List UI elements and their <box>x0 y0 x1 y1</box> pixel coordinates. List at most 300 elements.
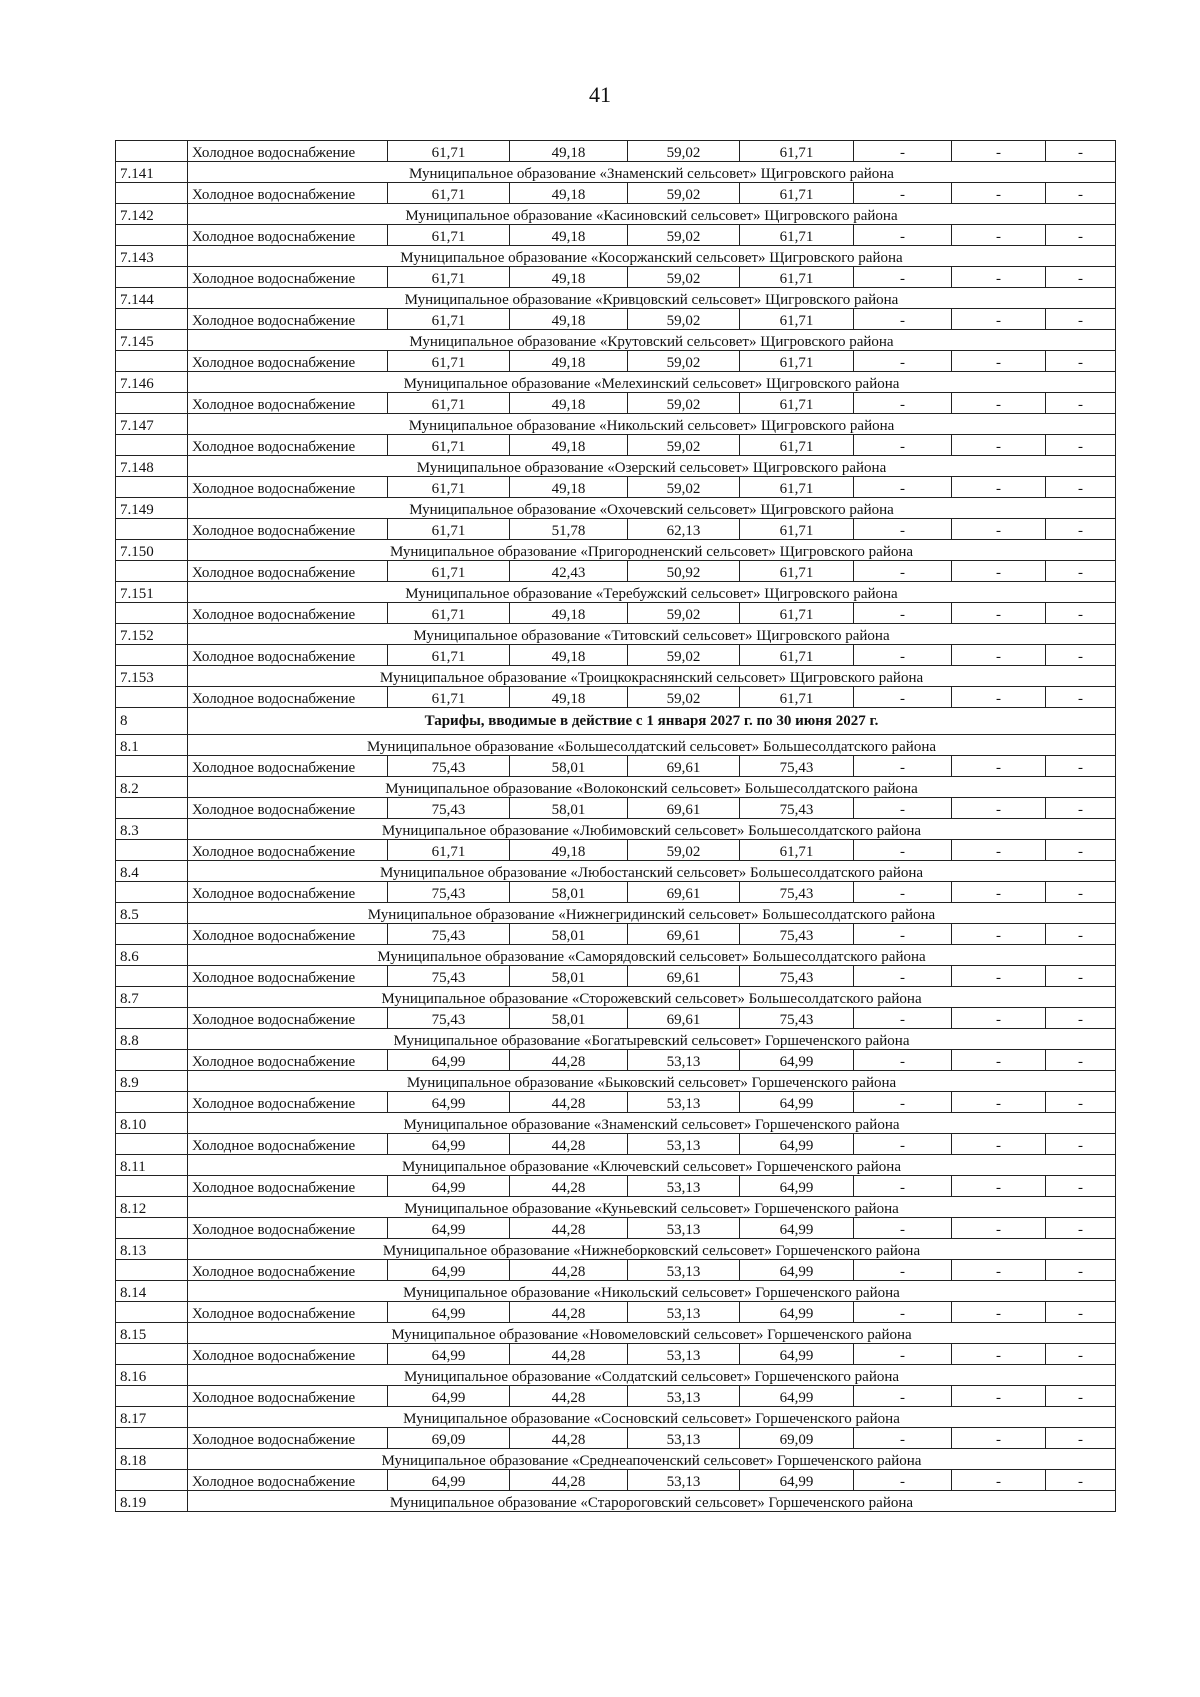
value-cell: - <box>1046 924 1116 945</box>
value-cell: 59,02 <box>628 435 740 456</box>
tariff-table <box>115 140 1116 1512</box>
value-cell: 64,99 <box>388 1092 510 1113</box>
municipality-row <box>116 204 1116 225</box>
row-number: 8.6 <box>116 945 188 966</box>
value-cell: - <box>952 561 1046 582</box>
municipality-name: Муниципальное образование «Косоржанский сельсовет» Щигровского района <box>188 246 1116 267</box>
value-cell: 49,18 <box>510 435 628 456</box>
municipality-row <box>116 1155 1116 1176</box>
value-cell: - <box>854 798 952 819</box>
service-cell: Холодное водоснабжение <box>188 393 388 414</box>
municipality-name: Муниципальное образование «Озерский сельсовет» Щигровского района <box>188 456 1116 477</box>
value-cell: 61,71 <box>740 603 854 624</box>
municipality-row <box>116 498 1116 519</box>
service-cell: Холодное водоснабжение <box>188 435 388 456</box>
value-cell: - <box>1046 798 1116 819</box>
value-cell: 61,71 <box>388 183 510 204</box>
value-cell: - <box>952 1302 1046 1323</box>
municipality-row <box>116 777 1116 798</box>
service-cell: Холодное водоснабжение <box>188 183 388 204</box>
value-cell: - <box>854 309 952 330</box>
municipality-name: Муниципальное образование «Знаменский сельсовет» Щигровского района <box>188 162 1116 183</box>
value-cell: - <box>854 924 952 945</box>
value-cell: 61,71 <box>740 183 854 204</box>
municipality-name: Муниципальное образование «Сторожевский сельсовет» Большесолдатского района <box>188 987 1116 1008</box>
service-row <box>116 1260 1116 1281</box>
value-cell: - <box>854 267 952 288</box>
municipality-name: Муниципальное образование «Куньевский сельсовет» Горшеченского района <box>188 1197 1116 1218</box>
municipality-name: Муниципальное образование «Ключевский сельсовет» Горшеченского района <box>188 1155 1116 1176</box>
value-cell: - <box>1046 393 1116 414</box>
value-cell: 64,99 <box>740 1050 854 1071</box>
value-cell: 49,18 <box>510 840 628 861</box>
value-cell: 51,78 <box>510 519 628 540</box>
service-row <box>116 183 1116 204</box>
value-cell: 64,99 <box>740 1092 854 1113</box>
service-row <box>116 1050 1116 1071</box>
municipality-row <box>116 1407 1116 1428</box>
service-row <box>116 1134 1116 1155</box>
value-cell: 53,13 <box>628 1344 740 1365</box>
value-cell: 61,71 <box>388 519 510 540</box>
value-cell: 61,71 <box>740 225 854 246</box>
service-cell: Холодное водоснабжение <box>188 1260 388 1281</box>
row-number-cell <box>116 519 188 540</box>
municipality-name: Муниципальное образование «Мелехинский сельсовет» Щигровского района <box>188 372 1116 393</box>
row-number-cell <box>116 225 188 246</box>
value-cell: - <box>1046 1092 1116 1113</box>
service-row <box>116 141 1116 162</box>
service-cell: Холодное водоснабжение <box>188 798 388 819</box>
value-cell: - <box>952 1008 1046 1029</box>
value-cell: 61,71 <box>740 519 854 540</box>
value-cell: 61,71 <box>388 141 510 162</box>
service-cell: Холодное водоснабжение <box>188 1092 388 1113</box>
value-cell: - <box>854 1050 952 1071</box>
value-cell: 53,13 <box>628 1050 740 1071</box>
row-number: 7.153 <box>116 666 188 687</box>
value-cell: - <box>854 603 952 624</box>
service-row <box>116 645 1116 666</box>
municipality-name: Муниципальное образование «Кривцовский сельсовет» Щигровского района <box>188 288 1116 309</box>
value-cell: 61,71 <box>388 645 510 666</box>
row-number-cell <box>116 1386 188 1407</box>
value-cell: - <box>1046 1218 1116 1239</box>
value-cell: 59,02 <box>628 477 740 498</box>
value-cell: 58,01 <box>510 882 628 903</box>
value-cell: 64,99 <box>740 1218 854 1239</box>
section-number: 8 <box>116 708 188 735</box>
value-cell: - <box>854 1386 952 1407</box>
value-cell: - <box>952 1260 1046 1281</box>
municipality-row <box>116 903 1116 924</box>
row-number-cell <box>116 561 188 582</box>
value-cell: 53,13 <box>628 1302 740 1323</box>
value-cell: - <box>952 756 1046 777</box>
value-cell: 44,28 <box>510 1344 628 1365</box>
value-cell: 53,13 <box>628 1260 740 1281</box>
value-cell: 61,71 <box>740 687 854 708</box>
row-number-cell <box>116 687 188 708</box>
value-cell: - <box>952 519 1046 540</box>
row-number: 8.5 <box>116 903 188 924</box>
row-number: 7.143 <box>116 246 188 267</box>
service-row <box>116 1344 1116 1365</box>
row-number-cell <box>116 1344 188 1365</box>
row-number-cell <box>116 1176 188 1197</box>
service-cell: Холодное водоснабжение <box>188 1134 388 1155</box>
value-cell: 75,43 <box>388 924 510 945</box>
value-cell: - <box>854 840 952 861</box>
value-cell: 59,02 <box>628 225 740 246</box>
municipality-name: Муниципальное образование «Крутовский сельсовет» Щигровского района <box>188 330 1116 351</box>
value-cell: - <box>854 1008 952 1029</box>
service-row <box>116 840 1116 861</box>
value-cell: - <box>854 351 952 372</box>
value-cell: 49,18 <box>510 687 628 708</box>
service-cell: Холодное водоснабжение <box>188 645 388 666</box>
value-cell: 44,28 <box>510 1176 628 1197</box>
value-cell: 53,13 <box>628 1470 740 1491</box>
municipality-name: Муниципальное образование «Троицкокраснянский сельсовет» Щигровского района <box>188 666 1116 687</box>
value-cell: - <box>952 393 1046 414</box>
municipality-name: Муниципальное образование «Большесолдатский сельсовет» Большесолдатского района <box>188 735 1116 756</box>
row-number: 8.7 <box>116 987 188 1008</box>
municipality-row <box>116 540 1116 561</box>
value-cell: 75,43 <box>740 798 854 819</box>
value-cell: 61,71 <box>740 840 854 861</box>
municipality-name: Муниципальное образование «Титовский сельсовет» Щигровского района <box>188 624 1116 645</box>
municipality-name: Муниципальное образование «Нижнеборковский сельсовет» Горшеченского района <box>188 1239 1116 1260</box>
service-cell: Холодное водоснабжение <box>188 687 388 708</box>
value-cell: 44,28 <box>510 1428 628 1449</box>
value-cell: 49,18 <box>510 603 628 624</box>
value-cell: 44,28 <box>510 1134 628 1155</box>
value-cell: 75,43 <box>388 882 510 903</box>
service-cell: Холодное водоснабжение <box>188 924 388 945</box>
value-cell: 58,01 <box>510 924 628 945</box>
row-number-cell <box>116 645 188 666</box>
row-number: 7.145 <box>116 330 188 351</box>
value-cell: - <box>952 1428 1046 1449</box>
value-cell: - <box>952 309 1046 330</box>
row-number: 7.146 <box>116 372 188 393</box>
value-cell: 64,99 <box>740 1302 854 1323</box>
value-cell: 59,02 <box>628 183 740 204</box>
value-cell: 49,18 <box>510 645 628 666</box>
service-cell: Холодное водоснабжение <box>188 267 388 288</box>
value-cell: - <box>1046 309 1116 330</box>
value-cell: 61,71 <box>740 141 854 162</box>
value-cell: 49,18 <box>510 393 628 414</box>
value-cell: 75,43 <box>388 798 510 819</box>
value-cell: 42,43 <box>510 561 628 582</box>
value-cell: - <box>854 1092 952 1113</box>
value-cell: 61,71 <box>740 435 854 456</box>
value-cell: 49,18 <box>510 477 628 498</box>
value-cell: - <box>1046 435 1116 456</box>
row-number-cell <box>116 141 188 162</box>
value-cell: - <box>1046 1302 1116 1323</box>
value-cell: - <box>952 1386 1046 1407</box>
value-cell: 64,99 <box>740 1470 854 1491</box>
value-cell: 59,02 <box>628 309 740 330</box>
value-cell: 62,13 <box>628 519 740 540</box>
value-cell: - <box>854 966 952 987</box>
value-cell: - <box>1046 519 1116 540</box>
value-cell: 69,09 <box>388 1428 510 1449</box>
service-row <box>116 1092 1116 1113</box>
row-number: 8.14 <box>116 1281 188 1302</box>
row-number: 8.2 <box>116 777 188 798</box>
service-row <box>116 882 1116 903</box>
value-cell: - <box>854 183 952 204</box>
value-cell: 64,99 <box>388 1344 510 1365</box>
value-cell: 44,28 <box>510 1470 628 1491</box>
value-cell: 69,61 <box>628 966 740 987</box>
value-cell: 75,43 <box>388 966 510 987</box>
row-number-cell <box>116 1050 188 1071</box>
value-cell: 49,18 <box>510 183 628 204</box>
value-cell: - <box>1046 1176 1116 1197</box>
value-cell: - <box>952 435 1046 456</box>
service-row <box>116 1428 1116 1449</box>
municipality-row <box>116 246 1116 267</box>
municipality-row <box>116 1071 1116 1092</box>
value-cell: - <box>854 1470 952 1491</box>
row-number: 8.10 <box>116 1113 188 1134</box>
service-row <box>116 351 1116 372</box>
value-cell: - <box>952 267 1046 288</box>
value-cell: - <box>952 225 1046 246</box>
value-cell: 61,71 <box>388 393 510 414</box>
row-number: 7.142 <box>116 204 188 225</box>
value-cell: 61,71 <box>388 267 510 288</box>
value-cell: - <box>854 882 952 903</box>
service-cell: Холодное водоснабжение <box>188 225 388 246</box>
value-cell: - <box>1046 603 1116 624</box>
value-cell: - <box>1046 840 1116 861</box>
value-cell: - <box>952 1050 1046 1071</box>
row-number: 7.152 <box>116 624 188 645</box>
value-cell: - <box>1046 1386 1116 1407</box>
value-cell: 75,43 <box>388 1008 510 1029</box>
value-cell: - <box>854 1176 952 1197</box>
value-cell: 50,92 <box>628 561 740 582</box>
row-number-cell <box>116 1428 188 1449</box>
value-cell: - <box>1046 756 1116 777</box>
value-cell: 75,43 <box>740 1008 854 1029</box>
municipality-row <box>116 582 1116 603</box>
value-cell: - <box>952 840 1046 861</box>
value-cell: 53,13 <box>628 1176 740 1197</box>
municipality-row <box>116 456 1116 477</box>
row-number-cell <box>116 477 188 498</box>
value-cell: 75,43 <box>740 756 854 777</box>
municipality-name: Муниципальное образование «Никольский сельсовет» Горшеченского района <box>188 1281 1116 1302</box>
value-cell: 59,02 <box>628 687 740 708</box>
municipality-row <box>116 666 1116 687</box>
municipality-name: Муниципальное образование «Теребужский сельсовет» Щигровского района <box>188 582 1116 603</box>
municipality-name: Муниципальное образование «Быковский сельсовет» Горшеченского района <box>188 1071 1116 1092</box>
municipality-row <box>116 945 1116 966</box>
row-number-cell <box>116 1134 188 1155</box>
value-cell: - <box>854 477 952 498</box>
municipality-name: Муниципальное образование «Касиновский сельсовет» Щигровского района <box>188 204 1116 225</box>
value-cell: - <box>952 1470 1046 1491</box>
service-row <box>116 225 1116 246</box>
value-cell: - <box>952 1134 1046 1155</box>
value-cell: 75,43 <box>740 966 854 987</box>
value-cell: 49,18 <box>510 141 628 162</box>
service-row <box>116 435 1116 456</box>
value-cell: 61,71 <box>740 309 854 330</box>
value-cell: - <box>854 645 952 666</box>
value-cell: - <box>952 183 1046 204</box>
value-cell: - <box>1046 141 1116 162</box>
row-number-cell <box>116 1302 188 1323</box>
value-cell: - <box>1046 225 1116 246</box>
row-number: 7.151 <box>116 582 188 603</box>
value-cell: 59,02 <box>628 267 740 288</box>
row-number: 8.17 <box>116 1407 188 1428</box>
value-cell: 64,99 <box>388 1302 510 1323</box>
value-cell: 75,43 <box>740 924 854 945</box>
value-cell: - <box>854 1428 952 1449</box>
municipality-row <box>116 987 1116 1008</box>
row-number-cell <box>116 603 188 624</box>
service-cell: Холодное водоснабжение <box>188 309 388 330</box>
value-cell: 44,28 <box>510 1050 628 1071</box>
municipality-row <box>116 735 1116 756</box>
municipality-name: Муниципальное образование «Саморядовский сельсовет» Большесолдатского района <box>188 945 1116 966</box>
row-number-cell <box>116 840 188 861</box>
value-cell: 44,28 <box>510 1260 628 1281</box>
value-cell: - <box>854 1134 952 1155</box>
row-number-cell <box>116 924 188 945</box>
value-cell: 64,99 <box>388 1470 510 1491</box>
value-cell: - <box>952 1176 1046 1197</box>
value-cell: 49,18 <box>510 225 628 246</box>
municipality-name: Муниципальное образование «Солдатский сельсовет» Горшеченского района <box>188 1365 1116 1386</box>
municipality-name: Муниципальное образование «Знаменский сельсовет» Горшеченского района <box>188 1113 1116 1134</box>
service-cell: Холодное водоснабжение <box>188 1344 388 1365</box>
service-row <box>116 1470 1116 1491</box>
municipality-row <box>116 1239 1116 1260</box>
value-cell: - <box>854 756 952 777</box>
value-cell: 61,71 <box>388 840 510 861</box>
value-cell: - <box>1046 1344 1116 1365</box>
value-cell: 64,99 <box>388 1218 510 1239</box>
value-cell: - <box>952 966 1046 987</box>
row-number-cell <box>116 393 188 414</box>
value-cell: 59,02 <box>628 645 740 666</box>
value-cell: - <box>952 882 1046 903</box>
value-cell: - <box>952 1218 1046 1239</box>
value-cell: 69,61 <box>628 1008 740 1029</box>
municipality-row <box>116 1281 1116 1302</box>
municipality-name: Муниципальное образование «Пригородненский сельсовет» Щигровского района <box>188 540 1116 561</box>
row-number: 8.11 <box>116 1155 188 1176</box>
value-cell: 61,71 <box>388 603 510 624</box>
value-cell: - <box>952 798 1046 819</box>
value-cell: 44,28 <box>510 1302 628 1323</box>
value-cell: 61,71 <box>388 435 510 456</box>
value-cell: 49,18 <box>510 351 628 372</box>
value-cell: 69,61 <box>628 756 740 777</box>
service-cell: Холодное водоснабжение <box>188 1050 388 1071</box>
row-number: 8.12 <box>116 1197 188 1218</box>
value-cell: - <box>1046 645 1116 666</box>
value-cell: - <box>952 645 1046 666</box>
row-number: 7.141 <box>116 162 188 183</box>
value-cell: - <box>1046 966 1116 987</box>
municipality-name: Муниципальное образование «Никольский сельсовет» Щигровского района <box>188 414 1116 435</box>
value-cell: 61,71 <box>388 561 510 582</box>
value-cell: 59,02 <box>628 141 740 162</box>
row-number-cell <box>116 756 188 777</box>
municipality-row <box>116 861 1116 882</box>
row-number: 7.148 <box>116 456 188 477</box>
value-cell: 61,71 <box>740 267 854 288</box>
value-cell: - <box>1046 687 1116 708</box>
municipality-name: Муниципальное образование «Охочевский сельсовет» Щигровского района <box>188 498 1116 519</box>
row-number-cell <box>116 309 188 330</box>
municipality-name: Муниципальное образование «Старороговский сельсовет» Горшеченского района <box>188 1491 1116 1512</box>
service-row <box>116 1386 1116 1407</box>
service-row <box>116 798 1116 819</box>
value-cell: - <box>1046 1050 1116 1071</box>
value-cell: 61,71 <box>740 393 854 414</box>
row-number-cell <box>116 1092 188 1113</box>
row-number: 7.150 <box>116 540 188 561</box>
value-cell: - <box>854 1260 952 1281</box>
service-cell: Холодное водоснабжение <box>188 882 388 903</box>
value-cell: 53,13 <box>628 1218 740 1239</box>
service-row <box>116 309 1116 330</box>
municipality-row <box>116 330 1116 351</box>
row-number: 8.18 <box>116 1449 188 1470</box>
value-cell: - <box>1046 351 1116 372</box>
service-row <box>116 603 1116 624</box>
municipality-name: Муниципальное образование «Волоконский сельсовет» Большесолдатского района <box>188 777 1116 798</box>
service-cell: Холодное водоснабжение <box>188 1386 388 1407</box>
row-number-cell <box>116 1008 188 1029</box>
value-cell: 61,71 <box>740 351 854 372</box>
value-cell: 58,01 <box>510 1008 628 1029</box>
tariff-table-body <box>116 141 1116 1512</box>
row-number: 8.15 <box>116 1323 188 1344</box>
service-row <box>116 561 1116 582</box>
service-cell: Холодное водоснабжение <box>188 966 388 987</box>
value-cell: 58,01 <box>510 966 628 987</box>
row-number: 7.144 <box>116 288 188 309</box>
row-number-cell <box>116 882 188 903</box>
municipality-row <box>116 162 1116 183</box>
row-number: 8.1 <box>116 735 188 756</box>
service-row <box>116 687 1116 708</box>
municipality-name: Муниципальное образование «Нижнегридинский сельсовет» Большесолдатского района <box>188 903 1116 924</box>
value-cell: 61,71 <box>388 351 510 372</box>
row-number: 8.19 <box>116 1491 188 1512</box>
value-cell: - <box>952 924 1046 945</box>
value-cell: 64,99 <box>388 1134 510 1155</box>
page-number: 41 <box>589 82 611 107</box>
row-number: 8.16 <box>116 1365 188 1386</box>
row-number-cell <box>116 798 188 819</box>
value-cell: 61,71 <box>388 309 510 330</box>
municipality-name: Муниципальное образование «Любимовский сельсовет» Большесолдатского района <box>188 819 1116 840</box>
